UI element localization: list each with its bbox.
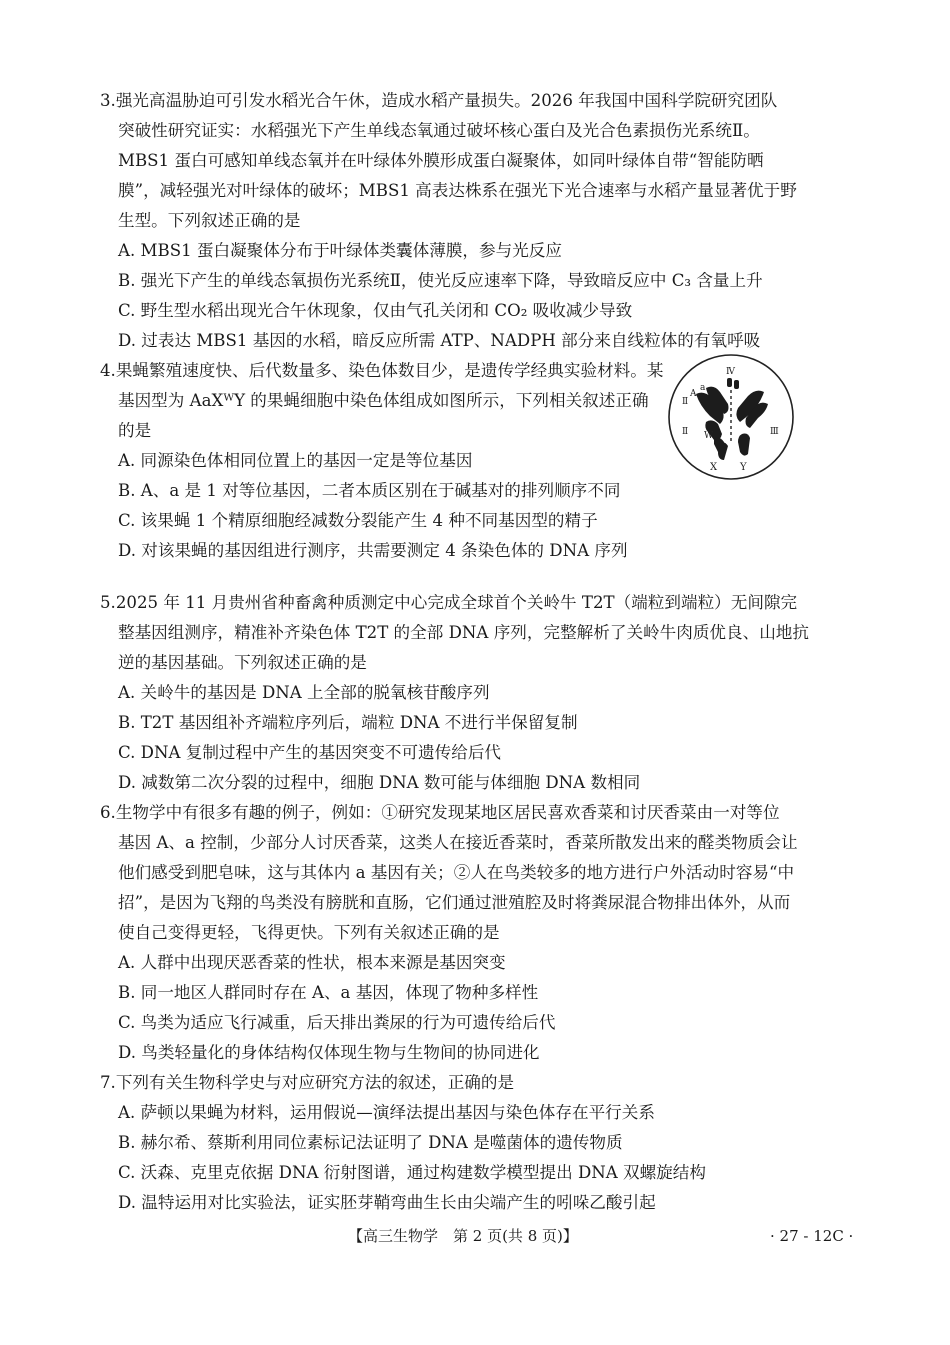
q6-option-d: D. 鸟类轻量化的身体结构仅体现生物与生物间的协同进化 [118, 1043, 540, 1062]
q6-option-a: A. 人群中出现厌恶香菜的性状，根本来源是基因突变 [118, 953, 506, 972]
q5-stem-line-3: 逆的基因基础。下列叙述正确的是 [118, 653, 367, 672]
q7-stem-line-1: 7.下列有关生物科学史与对应研究方法的叙述，正确的是 [100, 1073, 515, 1092]
q3-option-a: A. MBS1 蛋白凝聚体分布于叶绿体类囊体薄膜，参与光反应 [118, 241, 562, 260]
q5-option-d: D. 减数第二次分裂的过程中，细胞 DNA 数可能与体细胞 DNA 数相同 [118, 773, 641, 792]
q3-stem-line-5: 生型。下列叙述正确的是 [118, 211, 301, 230]
q6-stem-line-2: 基因 A、a 控制，少部分人讨厌香菜，这类人在接近香菜时，香菜所散发出来的醛类物质会让 [118, 833, 798, 852]
q7-option-d: D. 温特运用对比实验法，证实胚芽鞘弯曲生长由尖端产生的吲哚乙酸引起 [118, 1193, 656, 1212]
q4-option-d: D. 对该果蝇的基因组进行测序，共需要测定 4 条染色体的 DNA 序列 [118, 541, 628, 560]
label-gene-a-lower: a [700, 383, 706, 393]
label-x: X [710, 462, 718, 473]
q5-option-a: A. 关岭牛的基因是 DNA 上全部的脱氧核苷酸序列 [118, 683, 490, 702]
fruit-fly-chromosome-figure [666, 352, 796, 482]
q6-option-b: B. 同一地区人群同时存在 A、a 基因，体现了物种多样性 [118, 983, 539, 1002]
label-gene-w: W [704, 431, 714, 441]
q4-option-b: B. A、a 是 1 对等位基因，二者本质区别在于碱基对的排列顺序不同 [118, 481, 621, 500]
page-footer-code: · 27 - 12C · [770, 1227, 854, 1245]
q6-stem-line-1: 6.生物学中有很多有趣的例子，例如：①研究发现某地区居民喜欢香菜和讨厌香菜由一对等位 [100, 803, 780, 822]
q7-option-c: C. 沃森、克里克依据 DNA 衍射图谱，通过构建数学模型提出 DNA 双螺旋结构 [118, 1163, 706, 1182]
q5-option-b: B. T2T 基因组补齐端粒序列后，端粒 DNA 不进行半保留复制 [118, 713, 578, 732]
label-gene-a-upper: A [690, 389, 697, 399]
chromosome-y [738, 434, 750, 456]
q3-stem-line-4: 膜”，减轻强光对叶绿体的破坏；MBS1 高表达株系在强光下光合速率与水稻产量显著优于野 [118, 181, 797, 200]
q7-option-b: B. 赫尔希、蔡斯利用同位素标记法证明了 DNA 是噬菌体的遗传物质 [118, 1133, 623, 1152]
q7-option-a: A. 萨顿以果蝇为材料，运用假说—演绎法提出基因与染色体存在平行关系 [118, 1103, 655, 1122]
q5-stem-line-1: 5.2025 年 11 月贵州省种畜禽种质测定中心完成全球首个关岭牛 T2T（端粒到端粒）无间隙完 [100, 593, 798, 612]
q3-stem-line-3: MBS1 蛋白可感知单线态氧并在叶绿体外膜形成蛋白凝聚体，如同叶绿体自带“智能防晒 [118, 151, 764, 170]
label-ii-right: Ⅱ [682, 427, 689, 437]
q3-option-c: C. 野生型水稻出现光合午休现象，仅由气孔关闭和 CO₂ 吸收减少导致 [118, 301, 633, 320]
q5-stem-line-2: 整基因组测序，精准补齐染色体 T2T 的全部 DNA 序列，完整解析了关岭牛肉质优良、山地抗 [118, 623, 809, 642]
q6-stem-line-4: 招”，是因为飞翔的鸟类没有膀胱和直肠，它们通过泄殖腔及时将粪尿混合物排出体外，从而 [118, 893, 791, 912]
q5-option-c: C. DNA 复制过程中产生的基因突变不可遗传给后代 [118, 743, 502, 762]
chromosome-iv-b [734, 380, 739, 389]
q4-stem-line-3: 的是 [118, 421, 152, 440]
q3-option-d: D. 过表达 MBS1 基因的水稻，暗反应所需 ATP、NADPH 部分来自线粒体的有氧呼吸 [118, 331, 761, 350]
page-footer-label: 【高三生物学 第 2 页(共 8 页)】 [348, 1227, 578, 1245]
q3-stem-line-1: 3.强光高温胁迫可引发水稻光合午休，造成水稻产量损失。2026 年我国中国科学院研究团队 [100, 91, 778, 110]
label-ii-left: Ⅱ [682, 397, 689, 407]
q3-stem-line-2: 突破性研究证实：水稻强光下产生单线态氧通过破坏核心蛋白及光合色素损伤光系统Ⅱ。 [118, 121, 760, 140]
chromosome-iv-a [727, 378, 732, 387]
label-y: Y [740, 462, 747, 473]
q4-option-a: A. 同源染色体相同位置上的基因一定是等位基因 [118, 451, 473, 470]
q4-stem-line-2: 基因型为 AaXᵂY 的果蝇细胞中染色体组成如图所示，下列相关叙述正确 [118, 391, 649, 410]
q6-stem-line-3: 他们感受到肥皂味，这与其体内 a 基因有关；②人在鸟类较多的地方进行户外活动时容易“中 [118, 863, 795, 882]
q4-option-c: C. 该果蝇 1 个精原细胞经减数分裂能产生 4 种不同基因型的精子 [118, 511, 598, 530]
label-iii: Ⅲ [770, 427, 779, 437]
q4-stem-line-1: 4.果蝇繁殖速度快、后代数量多、染色体数目少，是遗传学经典实验材料。某 [100, 361, 664, 380]
q6-option-c: C. 鸟类为适应飞行减重，后天排出粪尿的行为可遗传给后代 [118, 1013, 556, 1032]
label-iv: Ⅳ [726, 367, 735, 377]
q3-option-b: B. 强光下产生的单线态氧损伤光系统Ⅱ，使光反应速率下降，导致暗反应中 C₃ 含量上升 [118, 271, 763, 290]
q6-stem-line-5: 使自己变得更轻，飞得更快。下列有关叙述正确的是 [118, 923, 500, 942]
